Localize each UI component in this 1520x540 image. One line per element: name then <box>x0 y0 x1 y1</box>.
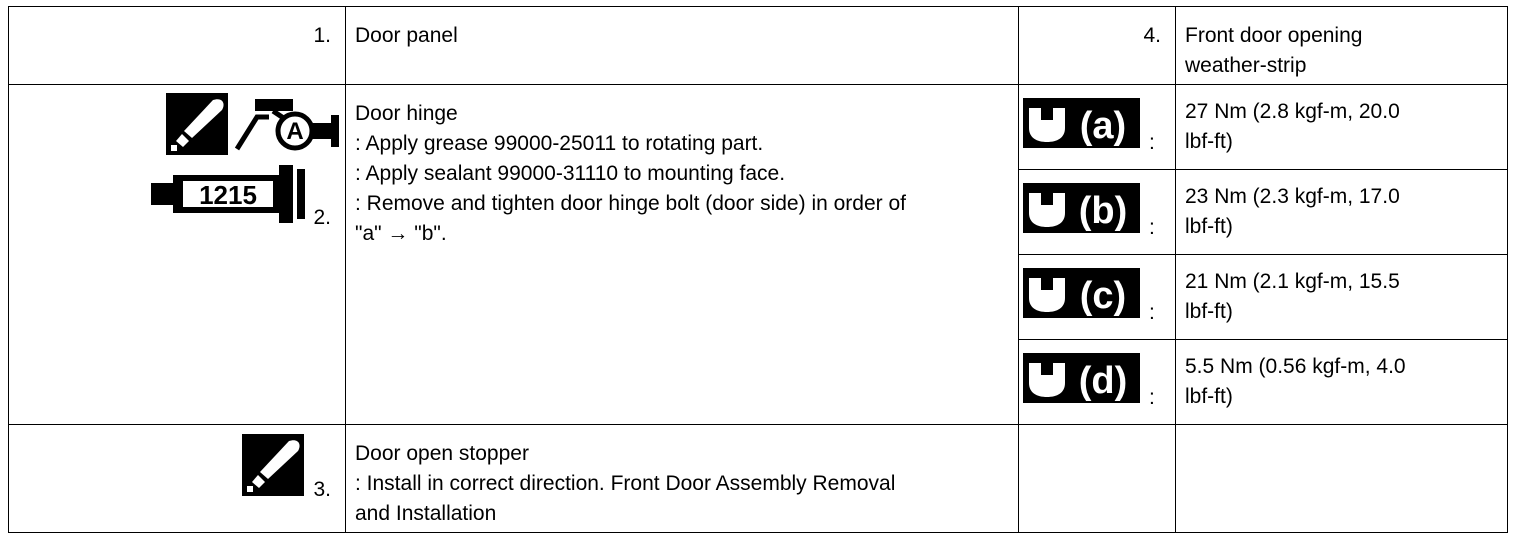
item-number-cell <box>1019 7 1176 85</box>
torque-value-line: lbf-ft) <box>1185 130 1233 153</box>
wrench-torque-icon <box>1023 98 1140 148</box>
grease-gun-A-icon <box>233 93 341 155</box>
description-line: weather-strip <box>1185 54 1307 77</box>
torque-value-line: 5.5 Nm (0.56 kgf-m, 4.0 <box>1185 355 1406 378</box>
torque-letter: (d) <box>1078 360 1128 402</box>
torque-icon-cell <box>1019 85 1176 170</box>
wrench-torque-icon <box>1023 268 1140 318</box>
grease-brush-icon <box>242 434 304 496</box>
empty-cell <box>1176 425 1508 533</box>
component-table <box>8 6 1508 533</box>
item-number: 2. <box>313 206 331 229</box>
description-line: : Install in correct direction. Front Door Assembly Removal <box>355 472 896 495</box>
grease-brush-icon <box>166 93 228 155</box>
sealant-tube-1215-icon <box>151 165 309 223</box>
item-description-cell <box>346 7 1019 85</box>
item-icon-cell <box>9 425 346 533</box>
torque-value-line: 27 Nm (2.8 kgf-m, 20.0 <box>1185 100 1400 123</box>
torque-letter: (b) <box>1078 190 1128 232</box>
description-line: : Apply sealant 99000-31110 to mounting face. <box>355 162 786 185</box>
table-row <box>9 425 1508 533</box>
item-description-cell <box>1176 7 1508 85</box>
table-row <box>9 85 1508 170</box>
item-number: 4. <box>1143 24 1161 47</box>
torque-value-line: 21 Nm (2.1 kgf-m, 15.5 <box>1185 270 1400 293</box>
gun-letter: A <box>286 118 304 145</box>
torque-colon: : <box>1149 216 1155 239</box>
torque-icon-cell <box>1019 340 1176 425</box>
description-line: and Installation <box>355 502 497 525</box>
torque-colon: : <box>1149 301 1155 324</box>
description-line: Door panel <box>355 24 458 47</box>
description-line: Door open stopper <box>355 442 529 465</box>
description-line: "a" → "b". <box>355 222 447 245</box>
description-line: Door hinge <box>355 102 458 125</box>
torque-value-line: lbf-ft) <box>1185 215 1233 238</box>
item-description-cell <box>346 425 1019 533</box>
description-line: Front door opening <box>1185 24 1363 47</box>
torque-letter: (c) <box>1079 275 1127 317</box>
torque-value-line: 23 Nm (2.3 kgf-m, 17.0 <box>1185 185 1400 208</box>
torque-value-cell <box>1176 85 1508 170</box>
wrench-torque-icon <box>1023 353 1140 403</box>
torque-value-line: lbf-ft) <box>1185 385 1233 408</box>
torque-value-cell <box>1176 255 1508 340</box>
item-description-cell <box>346 85 1019 425</box>
torque-colon: : <box>1149 386 1155 409</box>
torque-icon-cell <box>1019 170 1176 255</box>
item-number: 3. <box>313 478 331 501</box>
item-number: 1. <box>313 24 331 47</box>
torque-value-line: lbf-ft) <box>1185 300 1233 323</box>
empty-cell <box>1019 425 1176 533</box>
item-number-cell <box>9 7 346 85</box>
wrench-torque-icon <box>1023 183 1140 233</box>
table-row <box>9 7 1508 85</box>
torque-colon: : <box>1149 131 1155 154</box>
torque-value-cell <box>1176 170 1508 255</box>
torque-icon-cell <box>1019 255 1176 340</box>
torque-value-cell <box>1176 340 1508 425</box>
description-line: : Remove and tighten door hinge bolt (door side) in order of <box>355 192 906 215</box>
description-line: : Apply grease 99000-25011 to rotating part. <box>355 132 764 155</box>
tube-label: 1215 <box>199 180 257 210</box>
item-icon-cell <box>9 85 346 425</box>
torque-letter: (a) <box>1079 105 1127 147</box>
